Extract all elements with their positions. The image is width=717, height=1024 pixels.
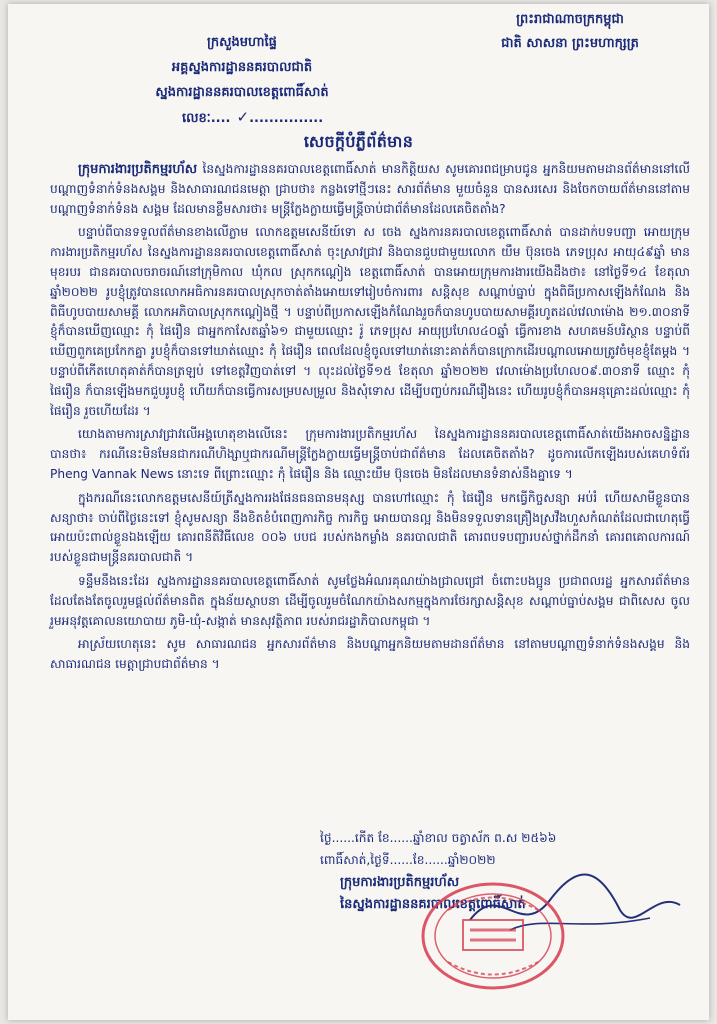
paragraph-agreement: ក្នុងករណីនេះលោកឧត្តមសេនីយ៍ត្រីស្នងការរងផែនធនធានមនុស្ស បានហៅឈ្មោះ កុំ ផៃរឿន មកធ្វើកិច្ចសន្យា អប់រំ ហើយសាមីខ្លួនបានសន្យាថា៖ ចាប់ពីថ្ងៃនេះទៅ ខ្ញុំសូមសន្យា នឹងខិតខំបំពេញភារកិច្ច ការកិច្ច អោយបានល្អ និងមិនទទួលទានគ្រឿងស្រវឹងហួសកំណត់ដែលជាហេតុធ្វើអោយប៉ះពាល់ខ្លួនឯងឡើយ គោរពនីតិវិធីលេខ ០០៦ បបជ របស់កងកម្លាំង នគរបាលជាតិ គោរពបទបញ្ជារបស់ថ្នាក់ដឹកនាំ គោរពគោលការណ៍របស់ខ្លួនជាមន្ត្រីនគរបាលជាតិ ។ bbox=[50, 490, 690, 565]
check-mark-icon: ✓ bbox=[236, 108, 250, 126]
ministry-header bbox=[112, 30, 372, 105]
department-name: អគ្គស្នងការដ្ឋាននគរបាលជាតិ bbox=[171, 60, 313, 75]
reference-number bbox=[182, 108, 323, 129]
reference-dots: ............... bbox=[249, 111, 324, 126]
solar-date: ពោធិ៍សាត់,ថ្ងៃទី......ខែ......ឆ្នាំ២០២២ bbox=[320, 853, 496, 867]
paragraph-investigation: បន្ទាប់ពីបានទទួលព័ត៌មានខាងលើភ្លាម លោកឧត្តមសេនីយ៍ទោ ស ចេង ស្នងការនគរបាលខេត្តពោធិ៍សាត់ បានដាក់បទបញ្ជា អោយក្រុមការងារប្រតិកម្មរហ័ស នៃស្នងការដ្ឋាននគរបាលខេត្តពោធិ៍សាត់ ចុះស្រាវជ្រាវ និងបានជួបជាមួយលោក យឹម ប៊ុនចេង ភេទប្រុស អាយុ៤៩ឆ្នាំ មានមុខរបរ ជានគរបាលចរាចរណ៍នៅក្រុមិកាល ឃុំកល ស្រុកកណ្ដៀង ខេត្តពោធិ៍សាត់ បានអោយក្រុមការងារយើងដឹងថា៖ នៅថ្ងៃទី១៤ ខែតុលា ឆ្នាំ២០២២ រូបខ្ញុំត្រូវបានលោកអធិការនគរបាលស្រុកចាត់តាំងអោយទៅរៀបចំការពារ សន្តិសុខ សណ្ដាប់ធ្នាប់ ក្នុងពិធីប្រកាសឡើងកំណែង និងពិធីហូបបាយសាមគ្គី លោកអភិបាលស្រុកកណ្ដៀងថ្មី ។ បន្ទាប់ពីប្រកាសឡើងកំណែងរួចក៏បានហូបបាយសាមគ្គីរហូតដល់វេលាម៉ោង ២១.៣០នាទី ខ្ញុំក៏បានឃើញឈ្មោះ កុំ ផៃរឿន ជាអ្នកកាសែតឆ្នាំ៦១ ជាមួយឈ្មោះ រ៉ូ ភេទប្រុស អាយុប្រហែល៤០ឆ្នាំ ធ្វើការខាង សហគមន៍បរិស្ថាន បន្ទាប់ពីឃើញពួកគេប្រកែកគ្នា រូបខ្ញុំក៏បានទៅឃាត់ឈ្មោះ កុំ ផៃរឿន ពេលដែលខ្ញុំចូលទៅឃាត់នោះគាត់ក៏បានក្រោកដើរបណ្ដាលអោយត្រូវចំមុខខ្ញុំតែម្ដង ។ បន្ទាប់ពីកើតហេតុគាត់ក៏បានត្រឡប់ ទៅខេត្តវិញបាត់ទៅ ។ លុះដល់ថ្ងៃទី១៥ ខែតុលា ឆ្នាំ២០២២ វេលាម៉ោងប្រហែល០៩.៣០នាទី ឈ្មោះ កុំ ផៃរឿន ក៏បានឡើងមកជួបរូបខ្ញុំ ហើយក៏បានធ្វើការសម្របសម្រួល និងសុំទោស ដើម្បីបញ្ចប់ករណីរឿងនេះ ហើយរូបខ្ញុំក៏បានអនុគ្រោះដល់ឈ្មោះ កុំ ផៃរឿន រួចហើយដែរ ។ bbox=[50, 225, 690, 418]
document-title: សេចក្ដីបំភ្លឺព័ត៌មាន bbox=[303, 132, 414, 151]
document-body bbox=[50, 160, 690, 679]
official-seal-stamp bbox=[418, 880, 568, 992]
kingdom-motto: ជាតិ សាសនា ព្រះមហាក្សត្រ bbox=[501, 36, 639, 51]
paragraph-thanks: ទន្ទឹមនឹងនេះដែរ ស្នងការដ្ឋាននគរបាលខេត្តពោធិ៍សាត់ សូមថ្លែងអំណរគុណយ៉ាងជ្រាលជ្រៅ ចំពោះបងប្អូន ប្រជាពលរដ្ឋ អ្នកសារព័ត៌មាន ដែលតែងតែចូលរួមផ្ដល់ព័ត៌មានពិត ក្នុងន័យស្ថាបនា ដើម្បីចូលរួមចំណែកយ៉ាងសកម្មក្នុងការថែរក្សាសន្តិសុខ សណ្ដាប់ធ្នាប់សង្គម ជាពិសេស ចូលរួមអនុវត្តគោលនយោបាយ ភូមិ-ឃុំ-សង្កាត់ មានសុវត្ថិភាព របស់រាជរដ្ឋាភិបាលកម្ពុជា ។ bbox=[50, 573, 690, 628]
signatory-team: ក្រុមការងារប្រតិកម្មរហ័ស bbox=[340, 875, 460, 890]
ministry-name: ក្រសួងមហាផ្ទៃ bbox=[207, 35, 277, 50]
reference-label: លេខៈ.... bbox=[182, 111, 231, 126]
signatory-office: នៃស្នងការដ្ឋាននគរបាលខេត្តពោធិ៍សាត់ bbox=[340, 897, 526, 912]
kingdom-name: ព្រះរាជាណាចក្រកម្ពុជា bbox=[516, 12, 624, 27]
paragraph-closing: អាស្រ័យហេតុនេះ សូម សាធារណជន អ្នកសារព័ត៌មាន និងបណ្ដាអ្នកនិយមតាមដានព័ត៌មាន នៅតាមបណ្ដាញទំនាក់ទំនងសង្គម និងសាធារណជន មេត្តាជ្រាបជាព័ត៌មាន ។ bbox=[50, 637, 690, 672]
kingdom-header bbox=[440, 8, 700, 56]
paragraph-intro bbox=[50, 160, 690, 219]
commissariat-name: ស្នងការដ្ឋាននគរបាលខេត្តពោធិ៍សាត់ bbox=[155, 85, 329, 100]
paragraph-intro-text: នៃស្នងការដ្ឋាននគរបាលខេត្តពោធិ៍សាត់ មានកិត្តិយស សូមគោរពជម្រាបជូន អ្នកនិយមតាមដានព័ត៌មាននៅលើបណ្ដាញទំនាក់ទំនងសង្គម និងសាធារណជនមេត្តា ជ្រាបថា៖ កន្លងទៅថ្មីៗនេះ សារព័ត៌មាន មួយចំនួន បានសរសេរ និងចែកចាយព័ត៌មាននៅតាមបណ្ដាញទំនាក់ទំនង សង្គម ដែលមានខ្លឹមសារថា៖ មន្ត្រីក្លែងក្លាយធ្វើមន្ត្រីចាប់ជាព័ត៌មានដែលគេចិតតាំង? bbox=[50, 162, 690, 216]
paragraph-intro-lead: ក្រុមការងារប្រតិកម្មរហ័ស bbox=[78, 162, 198, 177]
lunar-date: ថ្ងៃ......កើត ខែ......ឆ្នាំខាល ចត្វាស័ក ព.ស ២៥៦៦ bbox=[320, 831, 557, 845]
paragraph-conclusion: យោងតាមការស្រាវជ្រាវលើអង្គហេតុខាងលើនេះ ក្រុមការងារប្រតិកម្មរហ័ស នៃស្នងការដ្ឋាននគរបាលខេត្តពោធិ៍សាត់យើងអាចសន្និដ្ឋានបានថា៖ ករណីនេះមិនមែនជាករណីហិង្សាឬជាករណីមន្ត្រីក្លែងក្លាយធ្វើមន្ត្រីចាប់ជាព័ត៌មាន ដែលគេចិតតាំង? ដូចការលើកឡើងរបស់គេហទំព័រ Pheng Vannak News នោះទេ ពីព្រោះឈ្មោះ កុំ ផៃរឿន និង ឈ្មោះយឹម ប៊ុនចេង មិនដែលមានទំនាស់នឹងគ្នាទេ ។ bbox=[50, 427, 690, 481]
